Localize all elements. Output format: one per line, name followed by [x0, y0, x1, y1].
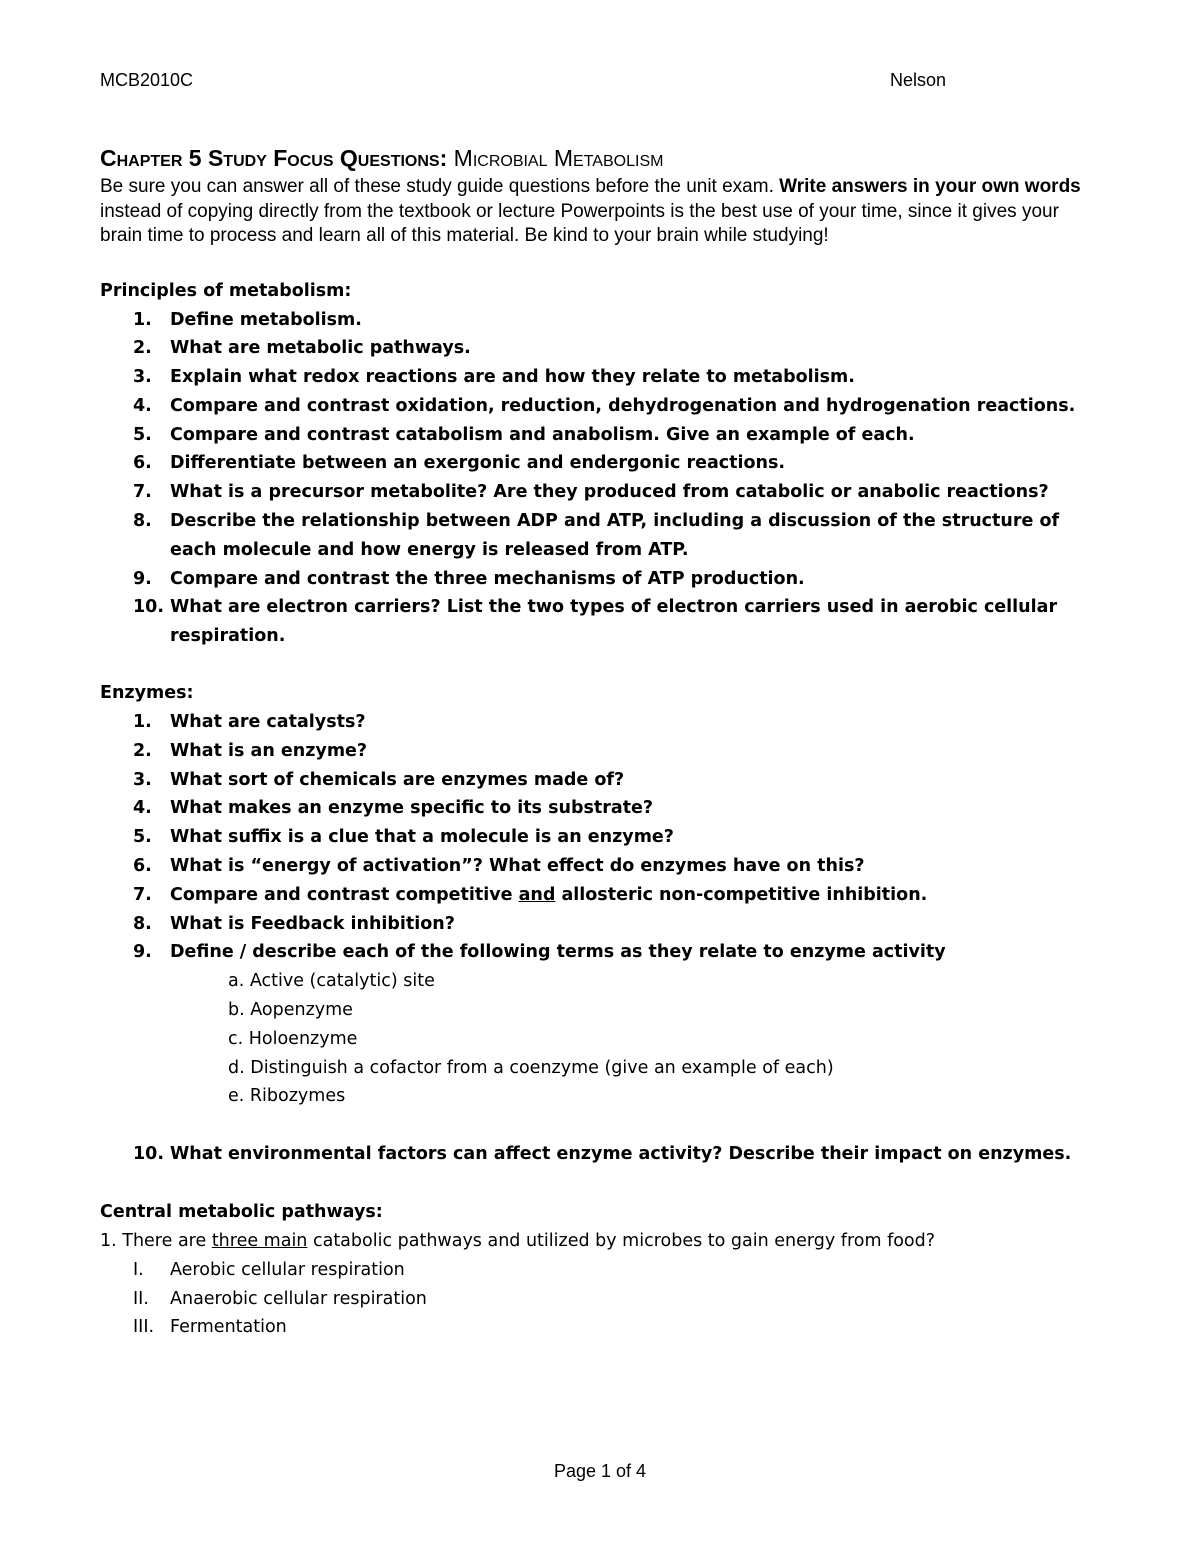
header-author: Nelson — [889, 70, 946, 90]
intro-text-2: instead of copying directly from the textbook or lecture Powerpoints is the best use of your time, since it gives your brain time to process and learn all of this material. Be kind to your brain while studying! — [100, 200, 1059, 246]
principles-list — [100, 306, 1100, 652]
list-item: e. Ribozymes — [228, 1086, 346, 1107]
intro-bold: Write answers in your own words — [779, 176, 1081, 197]
enzymes-list — [100, 708, 1100, 967]
section-heading-principles: Principles of metabolism: — [100, 280, 352, 301]
list-item: d. Distinguish a cofactor from a coenzyme (give an example of each) — [228, 1057, 834, 1078]
section-heading-central: Central metabolic pathways: — [100, 1202, 383, 1223]
list-item: 8. What is Feedback inhibition? — [133, 913, 455, 934]
list-item: 6. Differentiate between an exergonic and endergonic reactions. — [133, 453, 786, 474]
list-item: 2. What are metabolic pathways. — [133, 338, 471, 359]
list-item: 7. What is a precursor metabolite? Are they produced from catabolic or anabolic reactions? — [133, 482, 1049, 503]
pathways-list — [100, 1256, 1100, 1342]
list-item: 3. Explain what redox reactions are and how they relate to metabolism. — [133, 367, 855, 388]
list-item: 4. What makes an enzyme specific to its substrate? — [133, 798, 654, 819]
list-item: 1. What are catalysts? — [133, 712, 366, 733]
page-title — [100, 143, 1100, 173]
list-item: a. Active (catalytic) site — [228, 971, 435, 992]
title-sub: Microbial Metabolism — [447, 145, 664, 171]
list-item: II. Anaerobic cellular respiration — [133, 1288, 427, 1309]
list-item: 10. What are electron carriers? List the two types of electron carriers used in aerobic cellular respiration. — [133, 597, 1058, 647]
list-item: c. Holoenzyme — [228, 1028, 358, 1049]
list-item: 2. What is an enzyme? — [133, 740, 368, 761]
list-item: 4. Compare and contrast oxidation, reduction, dehydrogenation and hydrogenation reactions. — [133, 395, 1076, 416]
intro-paragraph — [100, 175, 1100, 249]
enzyme-terms-list — [100, 967, 1100, 1111]
document-body — [100, 143, 1100, 1342]
page-number: Page 1 of 4 — [553, 1461, 647, 1481]
intro-text-1: Be sure you can answer all of these study guide questions before the unit exam. — [100, 176, 780, 197]
title-main: Chapter 5 Study Focus Questions: — [100, 145, 448, 171]
list-item: 7. Compare and contrast competitive and allosteric non-competitive inhibition. — [133, 884, 928, 905]
list-item: 10. What environmental factors can affect enzyme activity? Describe their impact on enzymes. — [133, 1144, 1072, 1165]
list-item: 5. Compare and contrast catabolism and anabolism. Give an example of each. — [133, 424, 915, 445]
list-item: 9. Compare and contrast the three mechanisms of ATP production. — [133, 568, 805, 589]
central-question-1: 1. There are three main catabolic pathways and utilized by microbes to gain energy from food? — [100, 1231, 936, 1252]
list-item: III. Fermentation — [133, 1317, 287, 1338]
enzymes-list-cont — [100, 1140, 1100, 1169]
list-item: 6. What is “energy of activation”? What effect do enzymes have on this? — [133, 856, 865, 877]
list-item: b. Aopenzyme — [228, 1000, 353, 1021]
list-item: 3. What sort of chemicals are enzymes made of? — [133, 769, 625, 790]
header-course: MCB2010C — [100, 70, 194, 90]
list-item: 9. Define / describe each of the following terms as they relate to enzyme activity — [133, 942, 946, 963]
list-item: 5. What suffix is a clue that a molecule is an enzyme? — [133, 827, 674, 848]
list-item: 1. Define metabolism. — [133, 309, 362, 330]
list-item: 8. Describe the relationship between ADP and ATP, including a discussion of the structure of each molecule and how energy is released from ATP. — [133, 511, 1060, 560]
list-item: I. Aerobic cellular respiration — [133, 1259, 405, 1280]
section-heading-enzymes: Enzymes: — [100, 683, 194, 704]
